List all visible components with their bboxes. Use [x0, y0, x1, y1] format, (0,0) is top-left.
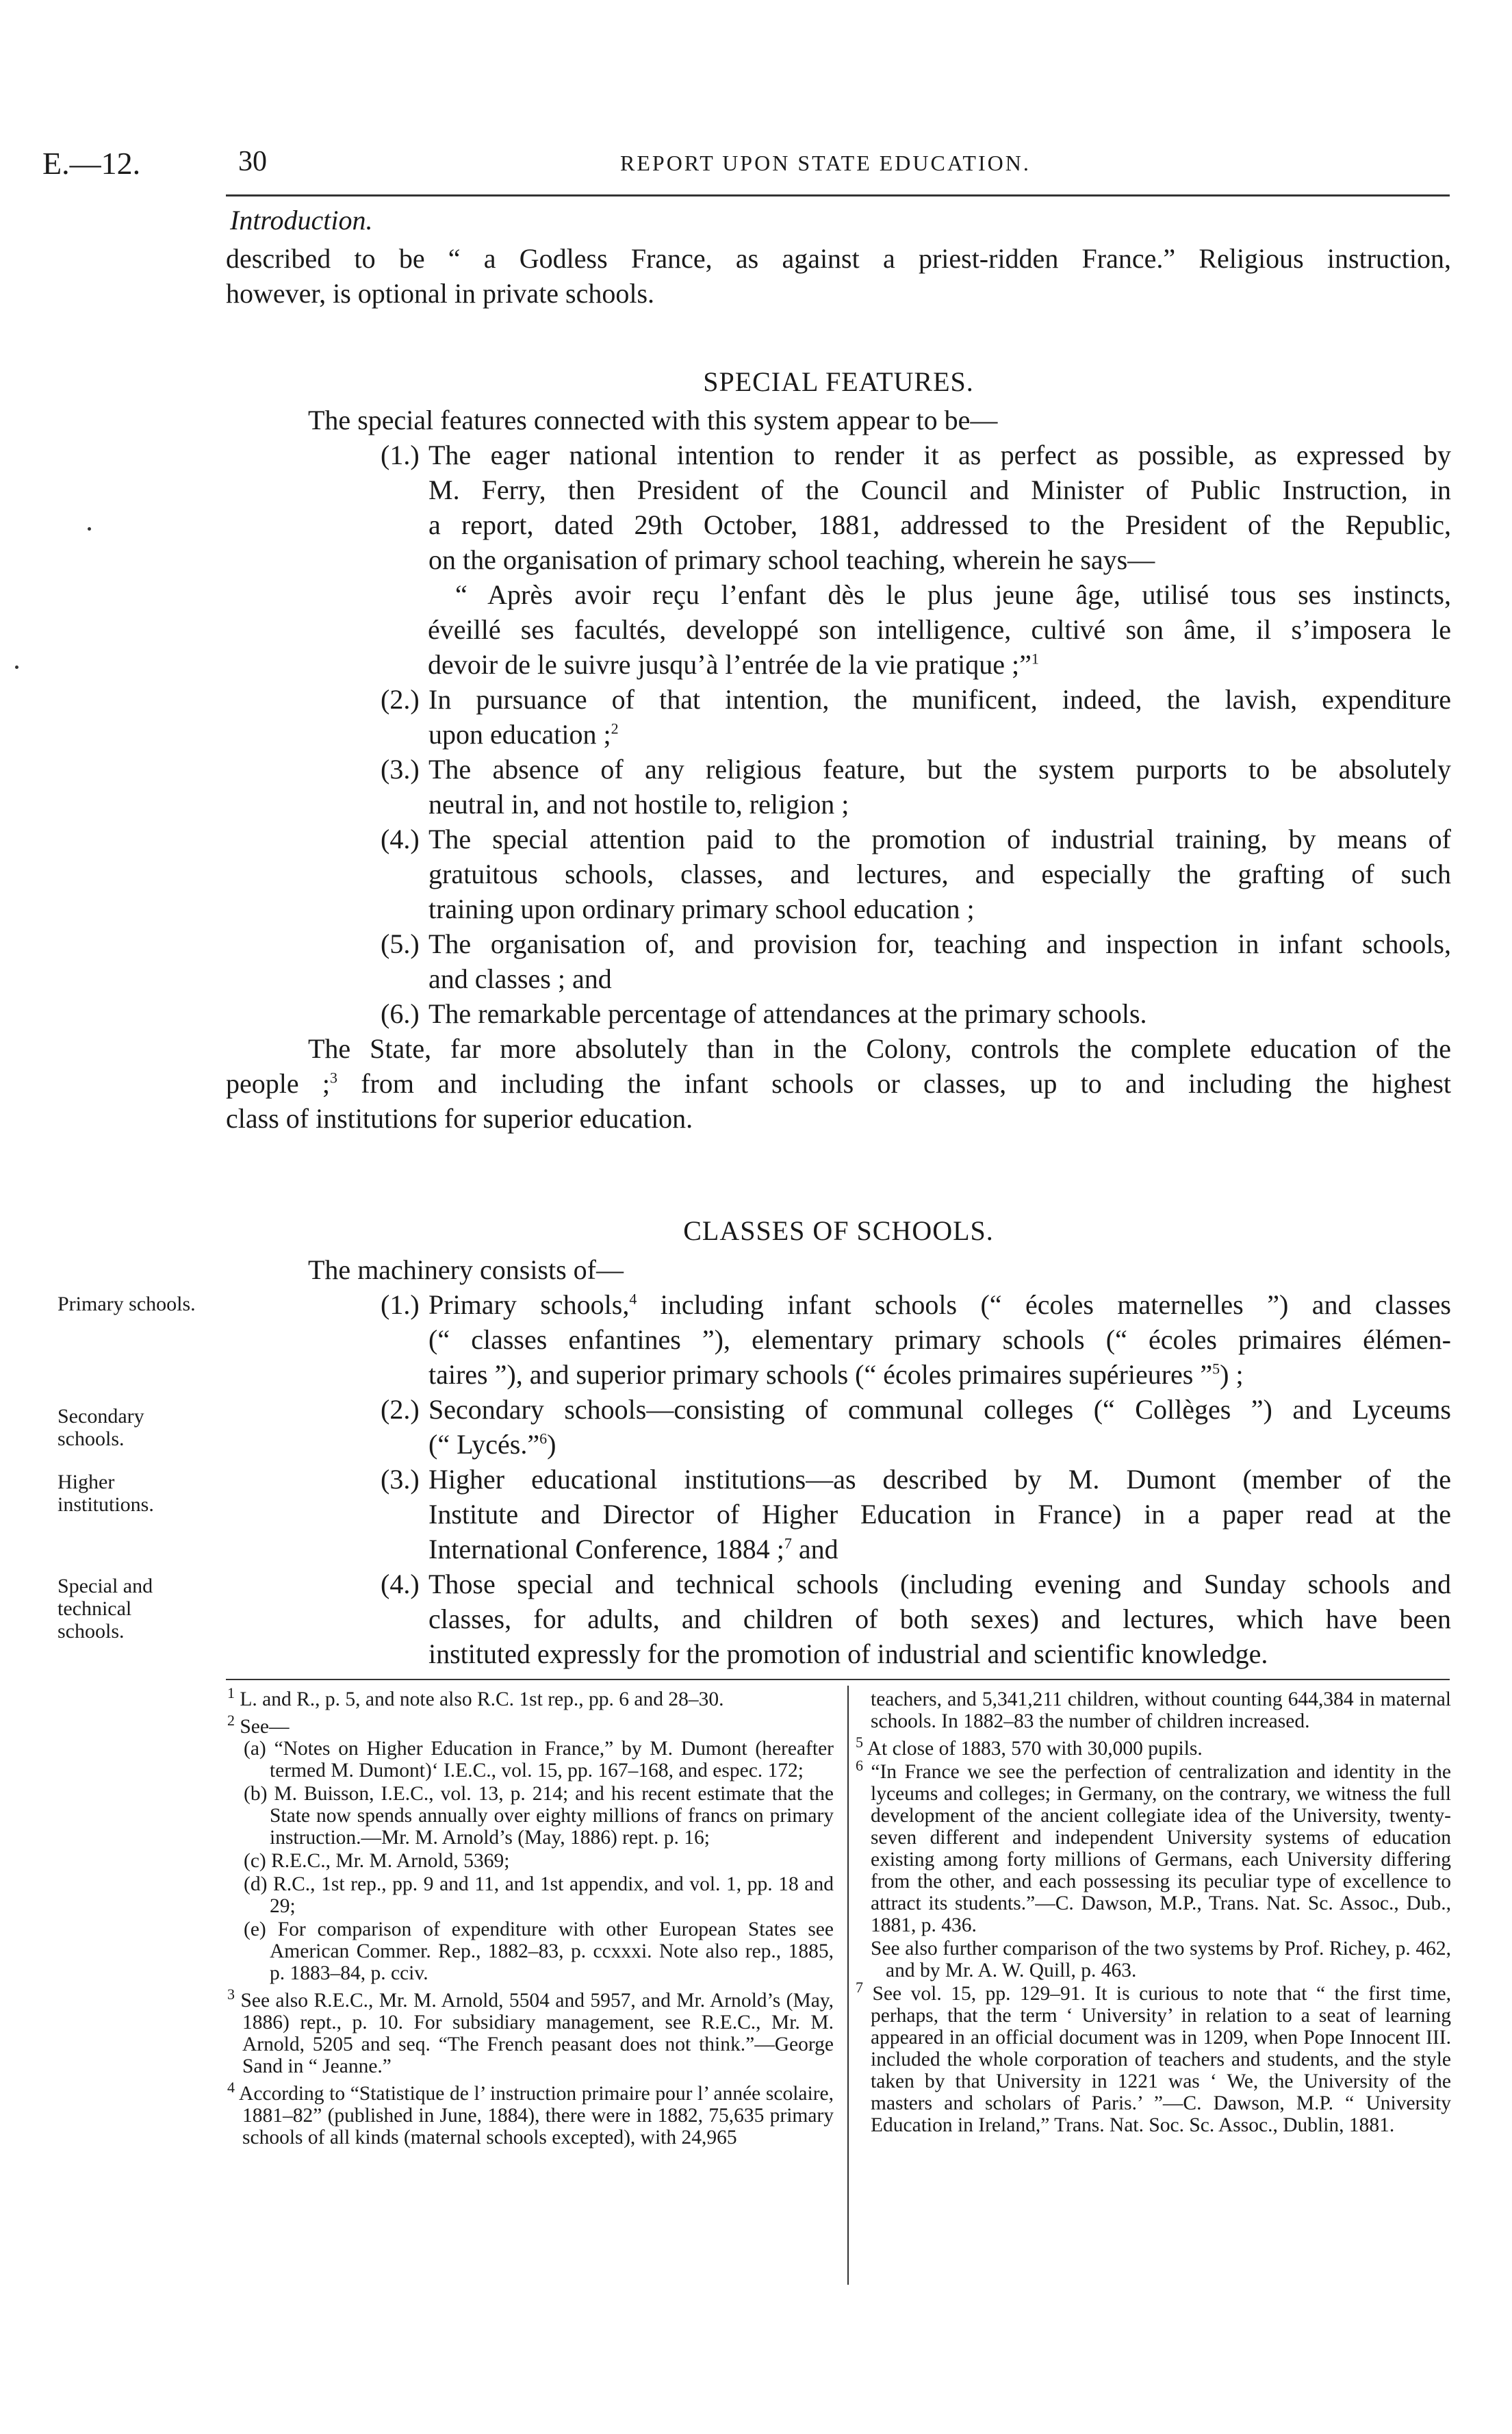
special-features-lead: The special features connected with this system appear to be—	[308, 405, 998, 435]
footnote-column-divider	[847, 1686, 849, 2285]
document-code: E.—12.	[42, 146, 141, 181]
margin-note-special: Special and technical schools.	[57, 1575, 153, 1643]
classes-section	[226, 1213, 1451, 1671]
footnote-subitem: (e) For comparison of expenditure with other European States see American Commer. Rep., 1882–83, p. ccxxxi. Note also rep., 1885, p. 1883–84, p. cciv.	[244, 1918, 834, 1984]
footnote: $^4$ According to “Statistique de l’ instruction primaire pour l’ année scolaire, 1881–82” (published in June, 1884), there were in 1882, 75,635 primary schools of all kinds (maternal schools excepted), with 24,965	[227, 2079, 834, 2148]
footnotes-left-column	[227, 1684, 834, 2154]
footnote: $^6$ “In France we see the perfection of centralization and identity in the lyceums and colleges; in Germany, on the contrary, we witness the full development of the ancient collegiate idea of the University, twenty-seven different and independent University systems of education existing among forty millions of Germans, each University differing from the other, and each possessing its peculiar type of excellence to attract its students.”—C. Dawson, M.P., Trans. Nat. Sc. Assoc., Dub., 1881, p. 436.	[856, 1757, 1452, 1936]
footnote-ref: 2	[611, 720, 619, 737]
intro-line: described to be “ a Godless France, as against a priest-ridden France.” Religious instruction,	[226, 243, 1451, 274]
section-label: Introduction.	[230, 205, 373, 236]
class-item: (3.) Higher educational institutions—as described by M. Dumont (member of the Institute and Director of Higher Education in France) in a paper read at the International Conference, 1884 ;$^7$ and	[381, 1464, 1451, 1564]
footnote: $^5$ At close of 1883, 570 with 30,000 pupils.	[856, 1734, 1203, 1760]
footnotes-right-column	[856, 1688, 1451, 2142]
special-features-heading: SPECIAL FEATURES.	[703, 366, 974, 397]
running-title: REPORT UPON STATE EDUCATION.	[620, 151, 1031, 175]
feature-item: (5.) The organisation of, and provision for, teaching and inspection in infant schools, and classes ; and	[381, 928, 1451, 994]
footnote-continuation: teachers, and 5,341,211 children, without counting 644,384 in maternal schools. In 1882–83 the number of children increased.	[871, 1688, 1451, 1732]
footnote-note: See also further comparison of the two systems by Prof. Richey, p. 462, and by Mr. A. W. Quill, p. 463.	[871, 1938, 1451, 1981]
class-item: (2.) Secondary schools—consisting of communal colleges (“ Collèges ”) and Lyceums (“ Lycés.”$^6$)	[381, 1394, 1451, 1460]
footnote-subitem: (c) R.E.C., Mr. M. Arnold, 5369;	[244, 1850, 510, 1872]
item-number: (1.)	[381, 440, 420, 470]
footnote-ref: 3	[329, 1069, 337, 1087]
feature-item: (6.) The remarkable percentage of attendances at the primary schools.	[381, 998, 1147, 1029]
page-speck	[15, 665, 18, 669]
footnote: $^2$ See—	[227, 1712, 290, 1738]
footnote-ref: 6	[539, 1430, 548, 1447]
footnote: $^1$ L. and R., p. 5, and note also R.C. 1st rep., pp. 6 and 28–30.	[227, 1684, 724, 1710]
page-speck	[88, 527, 91, 531]
footnote-rule	[226, 1679, 1450, 1680]
margin-note-secondary: Secondary schools.	[57, 1405, 144, 1450]
footnote-ref: 7	[784, 1534, 792, 1552]
intro-line: however, is optional in private schools.	[226, 278, 655, 309]
feature-item: (1.) The eager national intention to render it as perfect as possible, as expressed by M. Ferry, then President of the Council and Minister of Public Instruction, in a report, dated 29th October, 1881, addressed to the President of the Republic, on the organisation of primary school teaching, wherein he says—	[226, 438, 1451, 577]
intro-paragraph	[226, 241, 1451, 311]
feature-item: (3.) The absence of any religious feature, but the system purports to be absolutely neutral in, and not hostile to, religion ;	[381, 754, 1451, 820]
feature-item: (2.) In pursuance of that intention, the munificent, indeed, the lavish, expenditure upon education ;$^2$	[381, 684, 1451, 750]
footnote-ref: 1	[1031, 650, 1039, 668]
footnote-ref: 4	[629, 1290, 637, 1308]
classes-lead: The machinery consists of—	[308, 1254, 624, 1285]
margin-note-primary: Primary schools.	[57, 1293, 196, 1315]
classes-heading: CLASSES OF SCHOOLS.	[683, 1215, 994, 1246]
header-rule	[226, 194, 1450, 197]
special-features-section	[226, 364, 1451, 1136]
footnote-ref: 5	[1212, 1360, 1220, 1378]
margin-note-higher: Higher institutions.	[57, 1471, 154, 1516]
page-number: 30	[238, 146, 267, 177]
footnote-subitem: (b) M. Buisson, I.E.C., vol. 13, p. 214; and his recent estimate that the State now spends annually over eighty millions of francs on primary instruction.—Mr. M. Arnold’s (May, 1886) rept. p. 16;	[244, 1783, 834, 1849]
footnote-subitem: (d) R.C., 1st rep., pp. 9 and 11, and 1st appendix, and vol. 1, pp. 18 and 29;	[244, 1873, 834, 1917]
footnote: $^3$ See also R.E.C., Mr. M. Arnold, 5504 and 5957, and Mr. Arnold’s (May, 1886) rept., p. 10. For subsidiary management, see R.E.C., Mr. M. Arnold, 5205 and seq. “The French peasant does not think.”—George Sand in “ Jeanne.”	[227, 1986, 834, 2077]
class-item: (1.) Primary schools,$^4$ including infant schools (“ écoles maternelles ”) and classes (“ classes enfantines ”), elementary primary schools (“ écoles primaires élémen- taires ”), and superior primary schools (“ écoles primaires supérieures ”$^5$) ;	[381, 1289, 1451, 1390]
footnote: $^7$ See vol. 15, pp. 129–91. It is curious to note that “ the first time, perhaps, that the term ‘ University’ in relation to a seat of learning appeared in an official document was in 1209, when Pope Innocent III. included the whole corporation of teachers and students, and the style taken by that University in 1221 was ‘ We, the University of the masters and scholars of Paris.’ ”—C. Dawson, M.P. “ University Education in Ireland,” Trans. Nat. Soc. Sc. Assoc., Dublin, 1881.	[856, 1979, 1451, 2136]
french-quotation: “ Après avoir reçu l’enfant dès le plus jeune âge, utilisé tous ses instincts, éveillé ses facultés, developpé son intelligence, cultivé son âme, il s’imposera le devoir de le suivre jusqu’à l’entrée de la vie pratique ;”$^1$	[428, 579, 1451, 680]
footnote-subitem: (a) “Notes on Higher Education in France,” by M. Dumont (hereafter termed M. Dumont)ʻ I.E.C., vol. 15, pp. 167–168, and espec. 172;	[244, 1738, 834, 1782]
state-paragraph: The State, far more absolutely than in the Colony, controls the complete education of the people ;$^3$ from and including the infant schools or classes, up to and including the highest class of institutions for superior education.	[226, 1033, 1451, 1134]
feature-item: (4.) The special attention paid to the promotion of industrial training, by means of gratuitous schools, classes, and lectures, and especially the grafting of such training upon ordinary primary school education ;	[381, 824, 1451, 924]
class-item: (4.) Those special and technical schools (including evening and Sunday schools and classes, for adults, and children of both sexes) and lectures, which have been instituted expressly for the promotion of industrial and scientific knowledge.	[381, 1569, 1451, 1669]
